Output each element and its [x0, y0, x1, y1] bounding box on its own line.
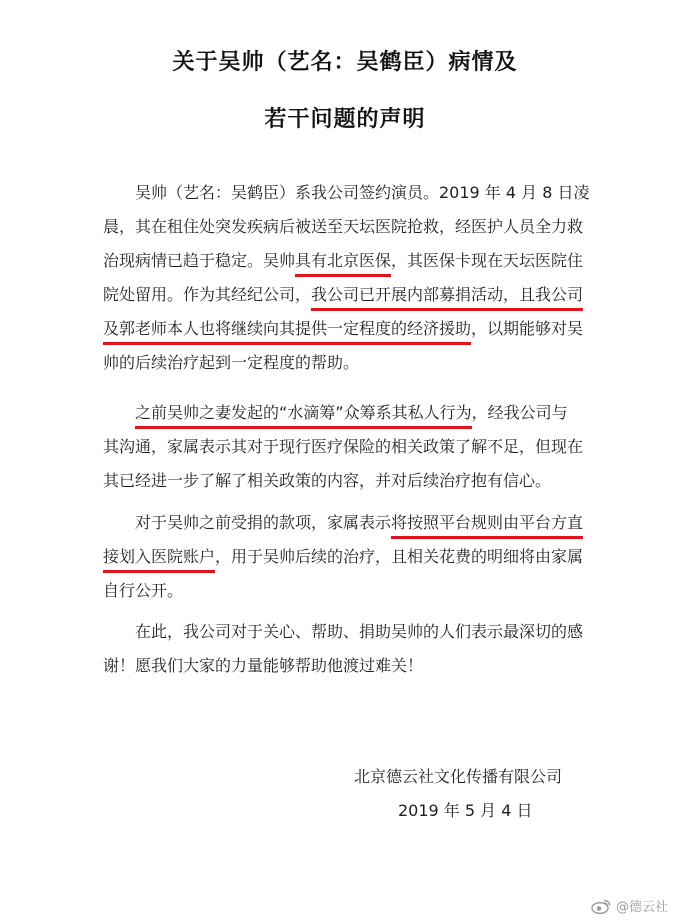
highlighted-text: 将按照平台规则由平台方直 [391, 513, 583, 539]
text-span: 吴帅 [263, 251, 296, 270]
text-span: 院处留用。作为其经纪公司， [103, 285, 312, 304]
highlighted-text: 我公司已开展内部募捐活动，且我公司 [311, 285, 583, 311]
statement-title-line-2: 若干问题的声明 [264, 107, 426, 132]
weibo-watermark [591, 896, 668, 915]
paragraph-1-line [103, 285, 603, 305]
text-span: 对于吴帅之前受捐的款项，家属表示 [135, 513, 392, 532]
weibo-icon [591, 898, 611, 914]
paragraph-1-line [103, 319, 603, 339]
paragraph-2-line: 其沟通，家属表示其对于现行医疗保险的相关政策了解不足，但现在 [103, 437, 584, 456]
paragraph-4-line: 谢！愿我们大家的力量能够帮助他渡过难关！ [103, 656, 424, 675]
text-span: ，用于吴帅后续的治疗，且相关花费的明细将由家属 [215, 547, 584, 566]
text-span: ，其医保卡现在天坛医院住 [391, 251, 584, 270]
watermark-text: @德云社 [615, 900, 668, 915]
highlighted-text: 之前吴帅之妻发起的“水滴筹”众筹系其私人行为 [135, 403, 472, 429]
paragraph-2-line: 其已经进一步了解了相关政策的内容，并对后续治疗抱有信心。 [103, 471, 552, 490]
text-span: ，以期能够对吴 [471, 319, 584, 338]
paragraph-1-line [263, 251, 690, 271]
paragraph-1-line: 治现病情已趋于稳定。 [103, 251, 264, 270]
paragraph-2-line [135, 403, 635, 423]
highlighted-text: 具有北京医保 [295, 251, 391, 277]
highlighted-text: 接划入医院账户 [103, 547, 215, 573]
paragraph-1-line: 晨，其在租住处突发疾病后被送至天坛医院抢救，经医护人员全力救 [103, 217, 584, 236]
paragraph-4-line: 在此，我公司对于关心、帮助、捐助吴帅的人们表示最深切的感 [135, 622, 584, 641]
paragraph-1-line: 帅的后续治疗起到一定程度的帮助。 [103, 353, 360, 372]
statement-title-line-1: 关于吴帅（艺名：吴鹤臣）病情及 [172, 50, 518, 75]
paragraph-3-line: 自行公开。 [103, 581, 184, 600]
company-signature: 北京德云社文化传播有限公司 [354, 767, 563, 786]
text-span: ，经我公司与 [471, 403, 568, 422]
paragraph-1-line: 吴帅（艺名：吴鹤臣）系我公司签约演员。2019 年 4 月 8 日凌 [135, 183, 590, 202]
highlighted-text: 及郭老师本人也将继续向其提供一定程度的经济援助 [103, 319, 471, 345]
paragraph-3-line [103, 547, 603, 567]
statement-date: 2019 年 5 月 4 日 [398, 801, 533, 820]
paragraph-3-line [135, 513, 635, 533]
